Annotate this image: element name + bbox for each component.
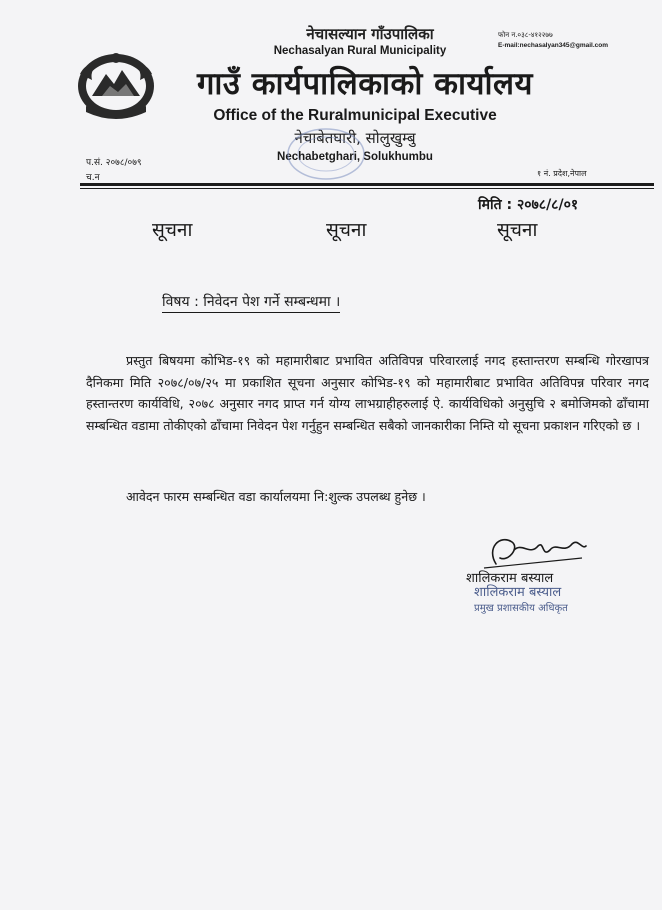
municipality-name-english: Nechasalyan Rural Municipality [273, 45, 447, 57]
province-label: १ नं. प्रदेश,नेपाल [537, 169, 587, 178]
address-english: Nechabetghari, Solukhumbu [277, 151, 433, 163]
phone-number: फोन न.०३८-४१२२७७ [498, 31, 553, 39]
notice-heading-1: सूचना [152, 219, 193, 241]
letter-date: मिति : २०७८/८/०१ [478, 197, 579, 213]
office-seal-stamp [284, 126, 368, 182]
reference-number: प.सं. २०७८/०७९ [86, 158, 142, 168]
address-nepali: नेचाबेतघारी, सोलुखुम्बु [294, 129, 416, 147]
header-divider-thick [80, 183, 654, 186]
body-paragraph-1: प्रस्तुत बिषयमा कोभिड-१९ को महामारीबाट प्रभावित अतिविपन्न परिवारलाई नगद हस्तान्तरण सम्बन्धि गोरखापत्र दैनिकमा मिति २०७८/०७/२५ मा प्रकाशित सूचना अनुसार कोभिड-१९ को महामारीबाट प्रभावित अतिविपन्न परिवार नगद हस्तान्तरण कार्यविधि, २०७८ अनुसार नगद प्राप्त गर्न योग्य लाभग्राहीहरुलाई ऐ. कार्यविधिको अनुसुचि २ बमोजिमको ढाँचामा सम्बन्धित वडामा तोकीएको ढाँचामा निवेदन पेश गर्नुहुन सम्बन्धित सबैको जानकारीका निम्ति यो सूचना प्रकाशन गरिएको छ । [86, 353, 649, 433]
office-title-english: Office of the Ruralmunicipal Executive [213, 107, 497, 124]
notice-heading-3: सूचना [497, 219, 538, 241]
municipality-name-nepali: नेचासल्यान गाँउपालिका [306, 25, 434, 43]
signatory-name: शालिकराम बस्याल [466, 571, 554, 586]
office-title-nepali: गाउँ कार्यपालिकाको कार्यालय [196, 66, 534, 102]
header-divider-thin [80, 188, 654, 189]
subject-line: विषय : निवेदन पेश गर्ने सम्बन्धमा । [162, 292, 340, 313]
nepal-emblem-logo [72, 44, 160, 124]
signatory-title: प्रमुख प्रशासकीय अधिकृत [474, 603, 568, 614]
signatory-name-stamp: शालिकराम बस्याल [474, 585, 562, 600]
dispatch-number: च.न [86, 173, 100, 183]
notice-heading-2: सूचना [326, 219, 367, 241]
email-address: E-mail:nechasalyan345@gmail.com [498, 42, 609, 49]
body-paragraph-2: आवेदन फारम सम्बन्धित वडा कार्यालयमा नि:शुल्क उपलब्ध हुनेछ । [126, 489, 426, 504]
